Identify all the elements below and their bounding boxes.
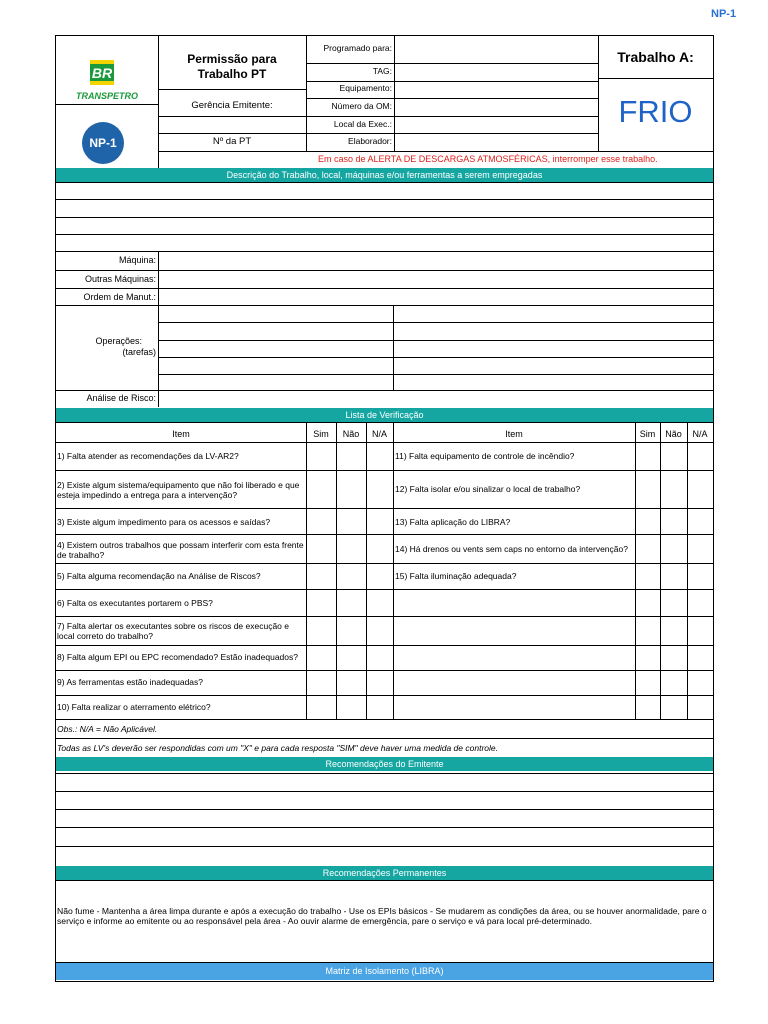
checklist-item-2: 2) Existe algum sistema/equipamento que não foi liberado e que esteja impedindo a entrega para a intervenção? xyxy=(57,480,300,500)
npt-label: Nº da PT xyxy=(212,136,252,147)
maquina-label: Máquina: xyxy=(118,255,156,265)
checklist-item-9: 9) As ferramentas estão inadequadas? xyxy=(57,677,204,687)
col-header-item-left: Item xyxy=(172,429,190,439)
ordem-manut-label: Ordem de Manut.: xyxy=(83,292,156,302)
checklist-item-11: 11) Falta equipamento de controle de incêndio? xyxy=(395,451,575,461)
recomendacoes-permanentes-text: Não fume - Mantenha a área limpa durante e após a execução do trabalho - Use os EPIs básicos - Se mudarem as condições da área, ou se houver anormalidade, pare o serviço e informe ao emitente ou ao responsável pela área - Ao ouvir alarme de emergência, pare o serviço e vá para local pré-determinado. xyxy=(57,906,707,926)
lv-note: Todas as LV's deverão ser respondidas com um "X" e para cada resposta "SIM" deve haver uma medida de controle. xyxy=(57,743,498,753)
col-header-item-right: Item xyxy=(505,429,523,439)
col-header-nao-left: Não xyxy=(342,429,360,439)
checklist-item-12: 12) Falta isolar e/ou sinalizar o local de trabalho? xyxy=(395,484,581,494)
checklist-item-4: 4) Existem outros trabalhos que possam interferir com esta frente de trabalho? xyxy=(57,540,304,560)
operacoes-label: Operações: xyxy=(95,336,142,346)
checklist-item-10: 10) Falta realizar o aterramento elétrico? xyxy=(57,702,211,712)
section-band-lista: Lista de Verificação xyxy=(56,408,713,422)
permit-form xyxy=(55,35,714,982)
field-label-local: Local da Exec.: xyxy=(333,119,392,129)
gerencia-label: Gerência Emitente: xyxy=(191,100,273,111)
analise-risco-label: Análise de Risco: xyxy=(86,393,156,403)
document-code: NP-1 xyxy=(711,8,737,20)
checklist-item-15: 15) Falta iluminação adequada? xyxy=(395,571,517,581)
checklist-item-13: 13) Falta aplicação do LIBRA? xyxy=(395,517,511,527)
br-logo: BR xyxy=(90,60,114,85)
company-name: TRANSPETRO xyxy=(75,91,138,101)
checklist-item-7: 7) Falta alertar os executantes sobre os riscos de execução e local correto do trabalho? xyxy=(57,621,289,641)
trabalho-value: FRIO xyxy=(618,94,693,129)
col-header-sim-left: Sim xyxy=(313,429,329,439)
checklist-item-5: 5) Falta alguma recomendação na Análise de Riscos? xyxy=(57,571,261,581)
col-header-na-left: N/A xyxy=(371,429,387,439)
field-label-tag: TAG: xyxy=(372,66,392,76)
outras-maquinas-label: Outras Máquinas: xyxy=(84,274,156,284)
form-title-line1: Permissão para xyxy=(187,52,277,66)
alert-text: Em caso de ALERTA DE DESCARGAS ATMOSFÉRICAS, interromper esse trabalho. xyxy=(318,154,658,164)
field-label-equipamento: Equipamento: xyxy=(339,83,392,93)
col-header-sim-right: Sim xyxy=(639,429,656,439)
col-header-na-right: N/A xyxy=(692,429,708,439)
tarefas-label: (tarefas) xyxy=(122,347,156,357)
form-title-line2: Trabalho PT xyxy=(197,67,267,81)
checklist-item-6: 6) Falta os executantes portarem o PBS? xyxy=(57,598,213,608)
checklist-item-3: 3) Existe algum impedimento para os acessos e saídas? xyxy=(57,517,271,527)
field-label-elaborador: Elaborador: xyxy=(348,136,392,146)
col-header-nao-right: Não xyxy=(665,429,682,439)
checklist-item-14: 14) Há drenos ou vents sem caps no entorno da intervenção? xyxy=(395,544,628,554)
field-label-programado: Programado para: xyxy=(323,43,392,53)
checklist-item-1: 1) Falta atender as recomendações da LV-AR2? xyxy=(57,451,239,461)
field-label-om: Número da OM: xyxy=(331,101,392,111)
section-band-permanentes: Recomendações Permanentes xyxy=(56,866,713,880)
section-band-matriz: Matriz de Isolamento (LIBRA) xyxy=(56,963,713,980)
section-band-emitente: Recomendações do Emitente xyxy=(56,757,713,771)
trabalho-label: Trabalho A: xyxy=(617,49,694,65)
checklist-item-8: 8) Falta algum EPI ou EPC recomendado? Estão inadequados? xyxy=(57,652,298,662)
np1-badge: NP-1 xyxy=(82,122,124,164)
obs-note: Obs.: N/A = Não Aplicável. xyxy=(57,724,158,734)
section-band-descricao: Descrição do Trabalho, local, máquinas e/ou ferramentas a serem empregadas xyxy=(56,168,713,182)
